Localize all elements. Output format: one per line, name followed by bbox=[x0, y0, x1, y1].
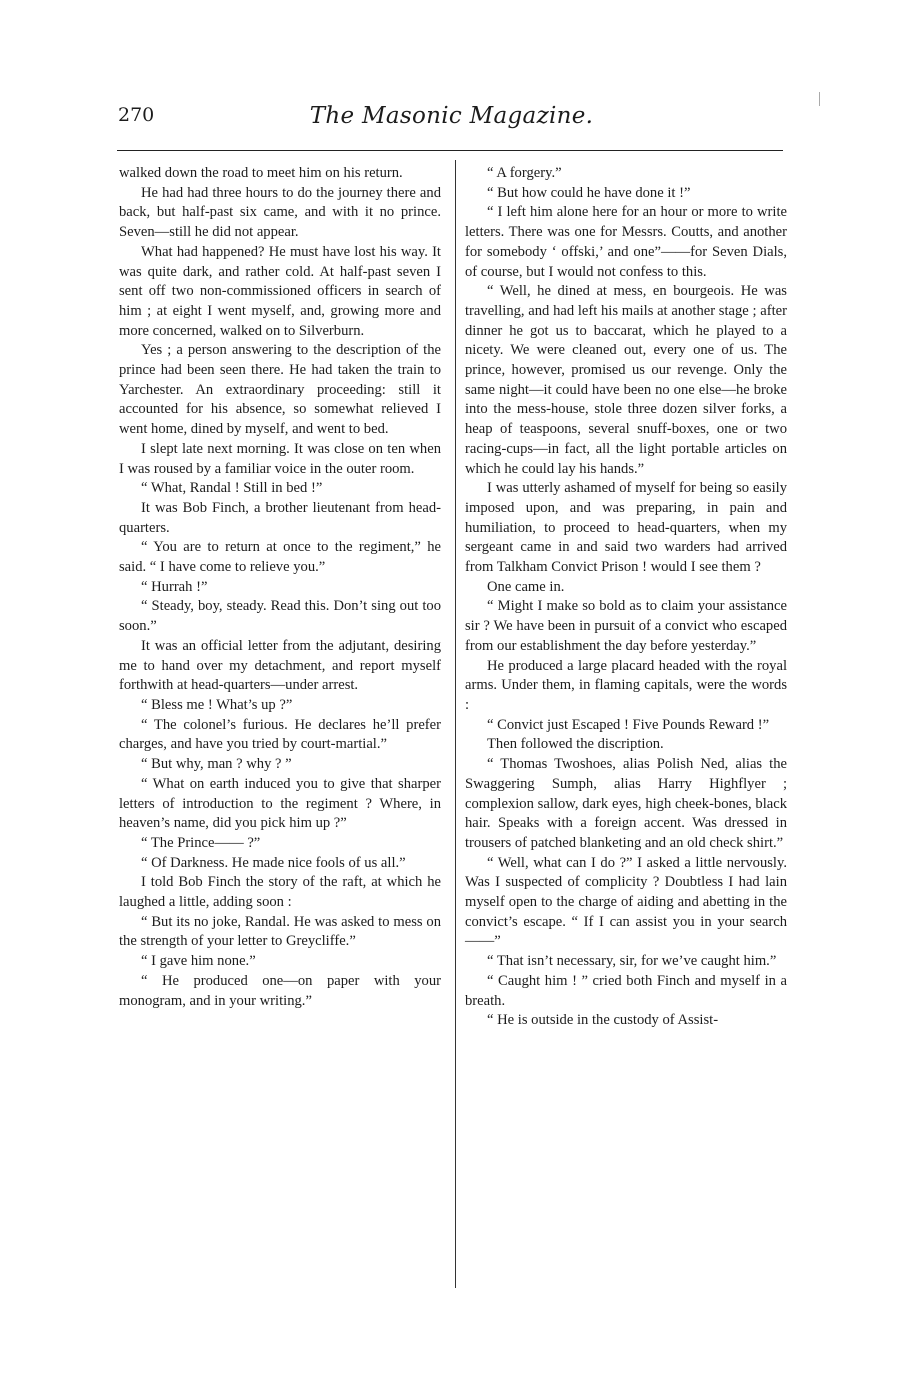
paragraph: What had happened? He must have lost his way. It was quite dark, and rather cold. At half-past seven I sent off two non-commissioned officers in search of him ; at eight I went myself, and, growing more and more concerned, walked on to Silverburn. bbox=[119, 243, 441, 339]
paragraph: It was an official letter from the adjutant, desiring me to hand over my detachment, and report myself forthwith at head-quarters—under arrest. bbox=[119, 637, 441, 694]
paragraph: One came in. bbox=[487, 578, 565, 595]
paragraph: “ A forgery.” bbox=[487, 165, 562, 181]
paragraph: He produced a large placard headed with the royal arms. Under them, in flaming capitals, were the words : bbox=[465, 657, 787, 713]
page-header bbox=[0, 0, 903, 140]
right-column bbox=[465, 164, 787, 1031]
paragraph: “ That isn’t necessary, sir, for we’ve caught him.” bbox=[487, 953, 777, 970]
paragraph: “ Steady, boy, steady. Read this. Don’t sing out too soon.” bbox=[119, 598, 441, 635]
margin-mark bbox=[819, 92, 820, 106]
paragraph: “ You are to return at once to the regiment,” he said. “ I have come to relieve you.” bbox=[119, 539, 441, 576]
paragraph: It was Bob Finch, a brother lieutenant from head-quarters. bbox=[119, 499, 441, 536]
paragraph: “ The Prince—— ?” bbox=[141, 834, 261, 851]
column-divider bbox=[455, 160, 456, 1288]
paragraph: “ Hurrah !” bbox=[141, 578, 208, 595]
paragraph: “ Of Darkness. He made nice fools of us all.” bbox=[141, 854, 406, 871]
paragraph: Then followed the discription. bbox=[487, 736, 664, 753]
paragraph: “ What on earth induced you to give that sharper letters of introduction to the regiment ? Where, in heaven’s name, did you pick him up ?” bbox=[119, 775, 441, 832]
paragraph: walked down the road to meet him on his return. bbox=[119, 165, 403, 181]
paragraph: Yes ; a person answering to the description of the prince had been seen there. He had taken the train to Yarchester. An extraordinary proceeding: still it accounted for his absence, so somewhat relieved I went home, dined by myself, and went to bed. bbox=[119, 342, 441, 438]
paragraph: “ But how could he have done it !” bbox=[487, 184, 691, 201]
paragraph: “ He produced one—on paper with your monogram, and in your writing.” bbox=[119, 972, 441, 1009]
page-number: 270 bbox=[118, 104, 155, 126]
paragraph: “ Well, what can I do ?” I asked a little nervously. Was I suspected of complicity ? Doubtless I had lain myself open to the charge of aiding and abetting in the convict’s escape. “ If I can assist you in your search——” bbox=[465, 854, 787, 950]
running-title: The Masonic Magazine. bbox=[309, 103, 594, 129]
paragraph: He had had three hours to do the journey there and back, but half-past six came, and with it no prince. Seven—still he did not appear. bbox=[119, 184, 441, 241]
left-column bbox=[119, 164, 441, 1011]
paragraph: “ Bless me ! What’s up ?” bbox=[141, 696, 293, 713]
paragraph: “ But why, man ? why ? ” bbox=[141, 756, 292, 773]
paragraph: “ What, Randal ! Still in bed !” bbox=[141, 480, 323, 497]
paragraph: I told Bob Finch the story of the raft, at which he laughed a little, adding soon : bbox=[119, 874, 441, 911]
paragraph: “ He is outside in the custody of Assist- bbox=[487, 1012, 719, 1029]
header-rule bbox=[117, 150, 783, 151]
paragraph: “ Convict just Escaped ! Five Pounds Reward !” bbox=[487, 716, 770, 733]
paragraph: “ Caught him ! ” cried both Finch and myself in a breath. bbox=[465, 972, 787, 1009]
paragraph: “ I left him alone here for an hour or more to write letters. There was one for Messrs. Coutts, and another for somebody ‘ offski,’ and one”——for Seven Dials, of course, but I would not confess to this. bbox=[465, 204, 787, 280]
paragraph: “ Thomas Twoshoes, alias Polish Ned, alias the Swaggering Sumph, alias Harry Highflyer ; complexion sallow, dark eyes, high cheek-bones, black hair. Speaks with a foreign accent. Was dressed in trousers of patched blanketing and an old check shirt.” bbox=[465, 756, 787, 851]
paragraph: “ Well, he dined at mess, en bourgeois. He was travelling, and had left his mails at another stage ; after dinner he got us to baccarat, which he played to a nicety. We were cleaned out, every one of us. The prince, however, promised us our revenge. Only the same night—it could have been no one else—he broke into the mess-house, stole three dozen silver forks, a heap of teaspoons, several snuff-boxes, one or two racing-cups—in fact, all the light portable articles on which he could lay his hands.” bbox=[465, 283, 787, 477]
paragraph: “ Might I make so bold as to claim your assistance sir ? We have been in pursuit of a convict who escaped from our establishment the day before yesterday.” bbox=[465, 598, 787, 654]
paragraph: “ But its no joke, Randal. He was asked to mess on the strength of your letter to Greycliffe.” bbox=[119, 913, 441, 950]
paragraph: I was utterly ashamed of myself for being so easily imposed upon, and was preparing, in pain and humiliation, to proceed to head-quarters, when my sergeant came in and said two warders had arrived from Talkham Convict Prison ! would I see them ? bbox=[465, 480, 787, 576]
paragraph: “ The colonel’s furious. He declares he’ll prefer charges, and have you tried by court-martial.” bbox=[119, 716, 441, 753]
paragraph: “ I gave him none.” bbox=[141, 953, 256, 970]
paragraph: I slept late next morning. It was close on ten when I was roused by a familiar voice in the outer room. bbox=[119, 440, 441, 477]
